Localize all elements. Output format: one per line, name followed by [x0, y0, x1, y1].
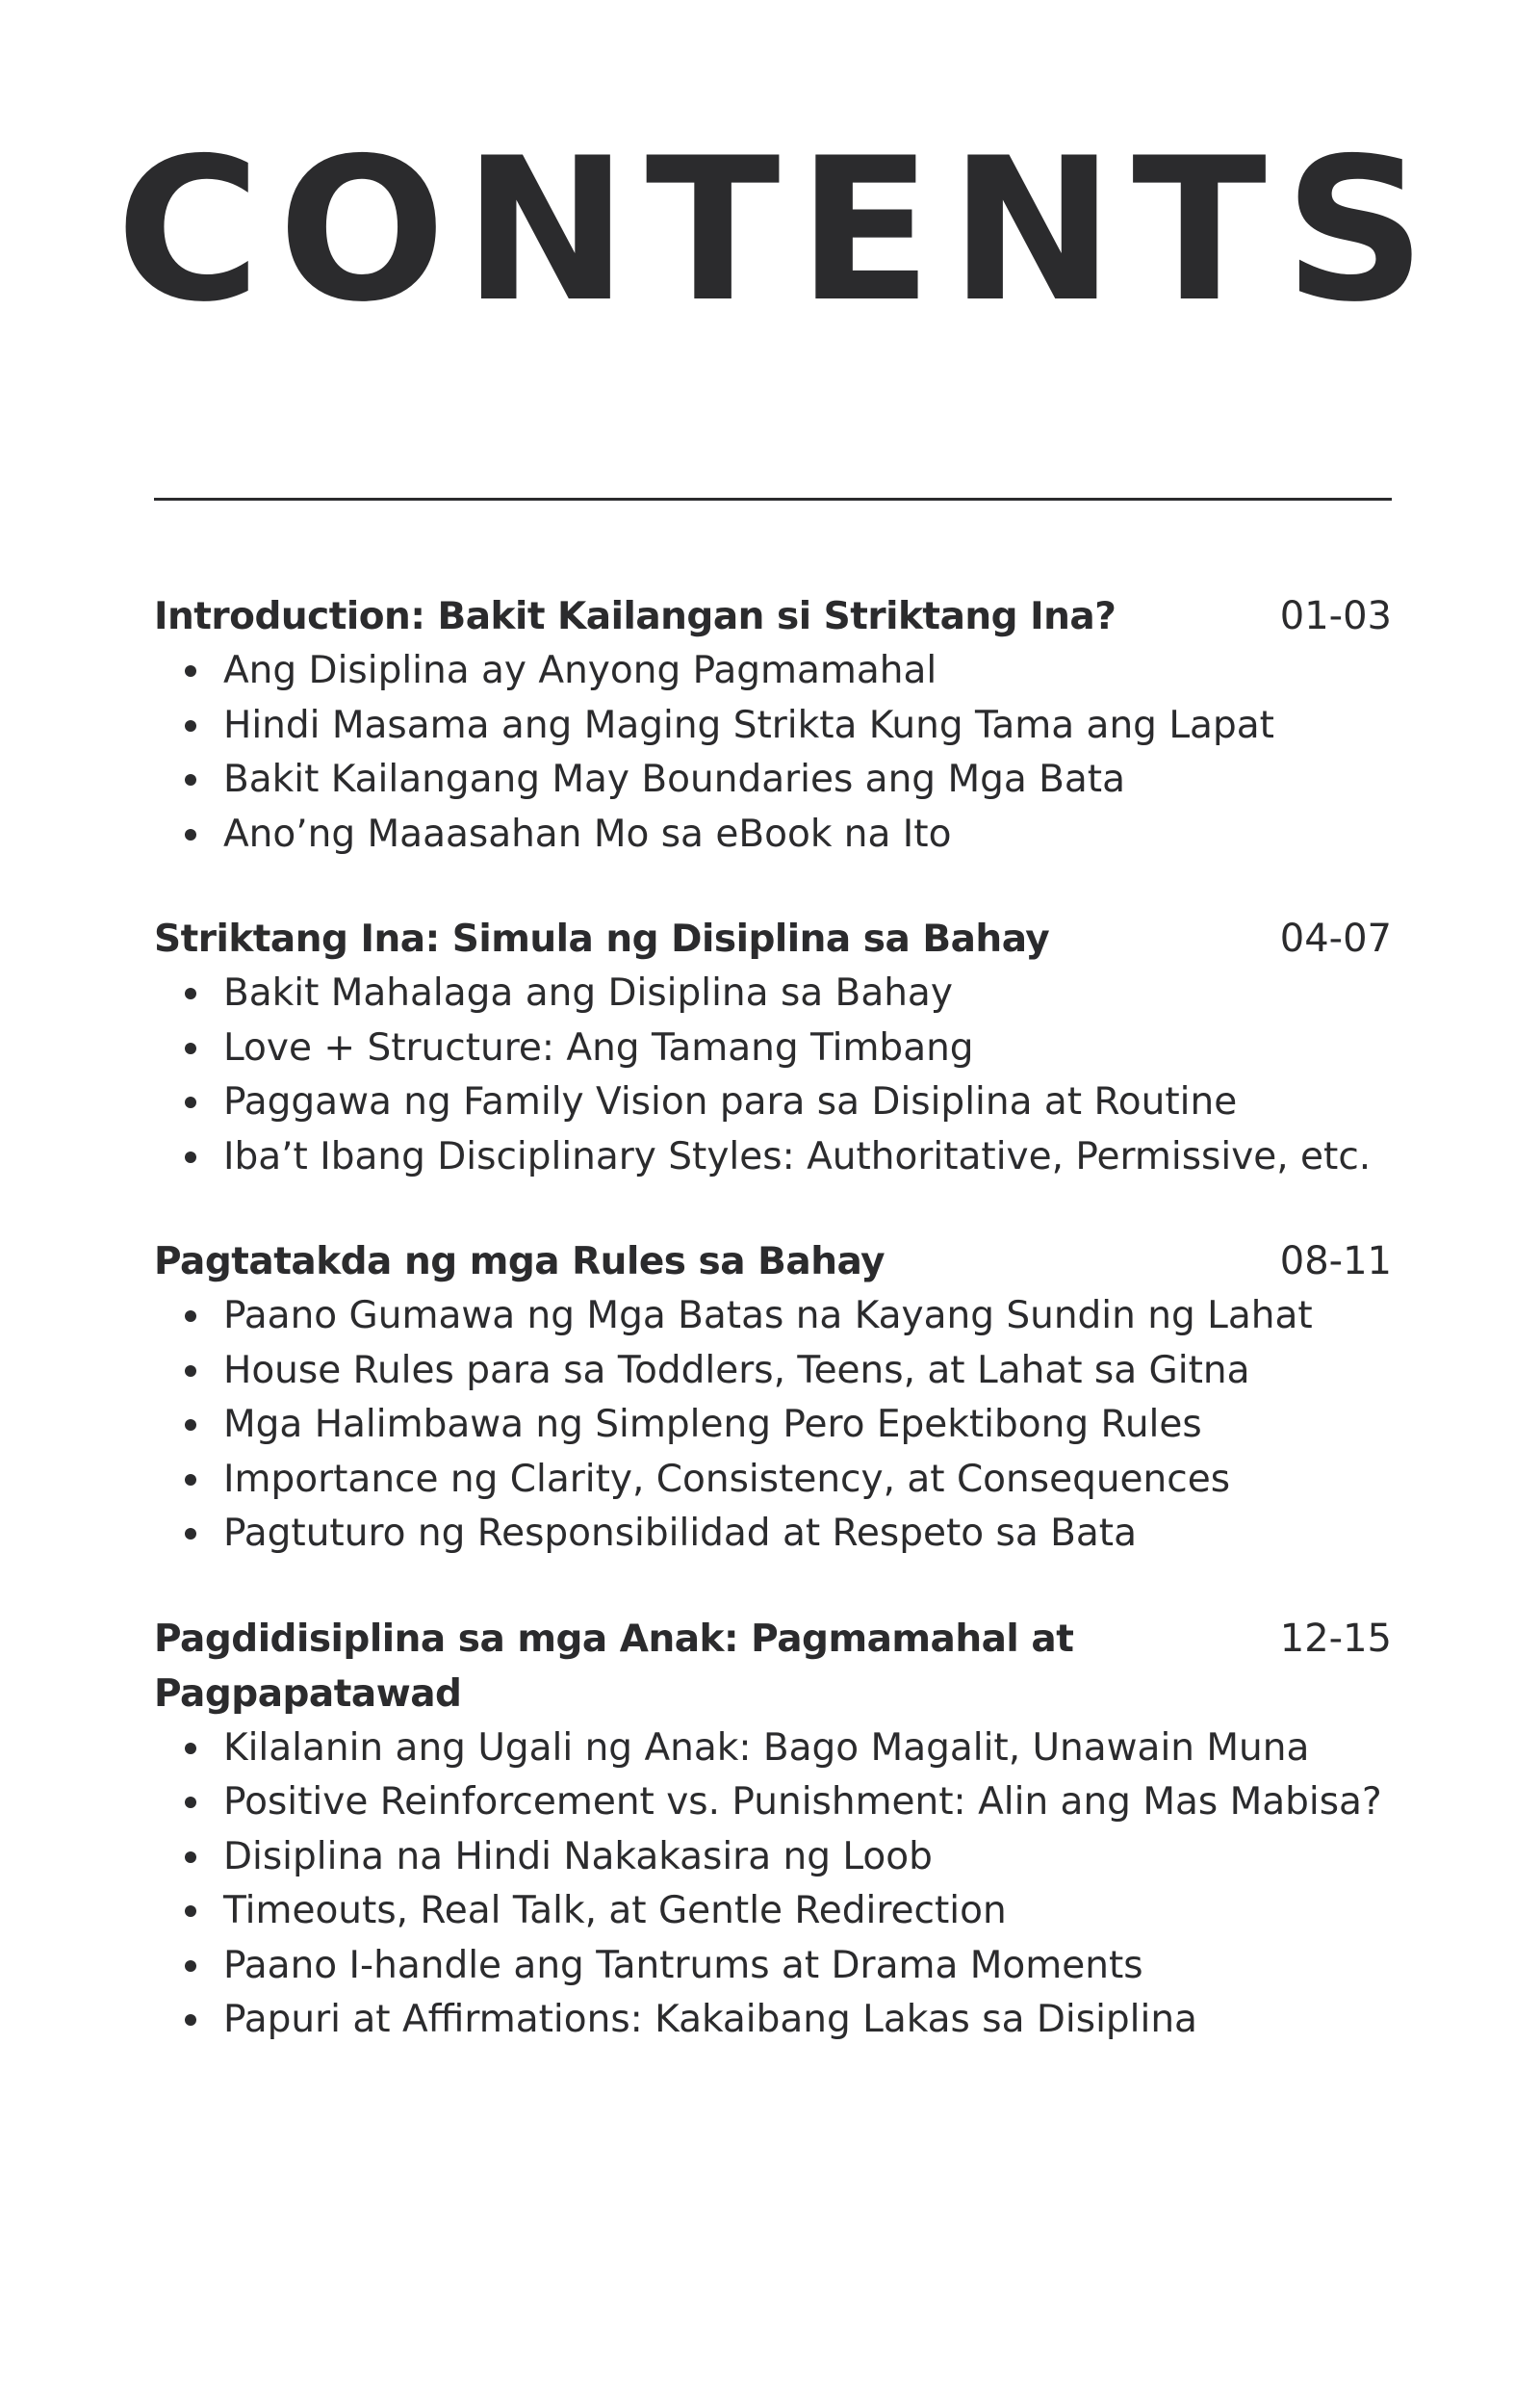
bullet-icon [185, 829, 196, 841]
bullet-icon [185, 1905, 196, 1917]
bullet-icon [185, 665, 196, 677]
list-item-text: Mga Halimbawa ng Simpleng Pero Epektibong Rules [223, 1403, 1202, 1446]
list-item-text: Bakit Kailangang May Boundaries ang Mga Bata [223, 758, 1125, 801]
list-item[interactable] [154, 1830, 1417, 1885]
section-item-list [154, 1289, 1392, 1562]
list-item[interactable] [154, 1884, 1417, 1939]
section-header [154, 912, 1392, 967]
section-title[interactable]: Introduction: Bakit Kailangan si Striktang Ina? [154, 595, 1116, 638]
section-item-list [154, 644, 1392, 862]
bullet-icon [185, 1743, 196, 1754]
section-title[interactable]: Pagtatakda ng mga Rules sa Bahay [154, 1240, 886, 1283]
list-item-text: Paggawa ng Family Vision para sa Disiplina at Routine [223, 1080, 1238, 1124]
section-title[interactable]: Pagdidisiplina sa mga Anak: Pagmamahal at Pagpapatawad [154, 1617, 1074, 1716]
bullet-icon [185, 1960, 196, 1972]
title-area [0, 116, 1540, 346]
bullet-icon [185, 2014, 196, 2026]
section-title[interactable]: Striktang Ina: Simula ng Disiplina sa Bahay [154, 918, 1050, 961]
section-header [154, 1612, 1392, 1721]
bullet-icon [185, 988, 196, 999]
section-header [154, 589, 1392, 644]
bullet-icon [185, 1152, 196, 1163]
list-item-text: Disiplina na Hindi Nakakasira ng Loob [223, 1834, 933, 1878]
list-item[interactable] [154, 1507, 1417, 1562]
section-page-range: 01-03 [1279, 594, 1392, 638]
bullet-icon [185, 1097, 196, 1108]
list-item[interactable] [154, 1075, 1417, 1130]
bullet-icon [185, 720, 196, 732]
list-item-text: Timeouts, Real Talk, at Gentle Redirection [223, 1889, 1007, 1932]
bullet-icon [185, 1851, 196, 1863]
list-item[interactable] [154, 644, 1417, 699]
list-item-text: Ano’ng Maaasahan Mo sa eBook na Ito [223, 812, 952, 856]
list-item-text: Pagtuturo ng Responsibilidad at Respeto sa Bata [223, 1512, 1137, 1555]
toc-section [154, 1234, 1392, 1562]
list-item[interactable] [154, 753, 1417, 808]
bullet-icon [185, 774, 196, 786]
list-item[interactable] [154, 1289, 1417, 1344]
toc-section [154, 1612, 1392, 2048]
list-item-text: Hindi Masama ang Maging Strikta Kung Tama ang Lapat [223, 703, 1274, 747]
list-item[interactable] [154, 1775, 1417, 1830]
list-item-text: Paano I-handle ang Tantrums at Drama Moments [223, 1943, 1143, 1987]
list-item[interactable] [154, 1453, 1417, 1508]
list-item[interactable] [154, 808, 1417, 863]
section-page-range: 04-07 [1279, 917, 1392, 961]
bullet-icon [185, 1043, 196, 1054]
toc-section [154, 912, 1392, 1184]
list-item[interactable] [154, 1022, 1417, 1076]
list-item-text: House Rules para sa Toddlers, Teens, at Lahat sa Gitna [223, 1348, 1250, 1392]
section-page-range: 08-11 [1279, 1239, 1392, 1283]
list-item[interactable] [154, 1721, 1417, 1776]
list-item-text: Importance ng Clarity, Consistency, at Consequences [223, 1457, 1231, 1501]
list-item-text: Paano Gumawa ng Mga Batas na Kayang Sundin ng Lahat [223, 1294, 1313, 1337]
list-item[interactable] [154, 967, 1417, 1022]
list-item-text: Bakit Mahalaga ang Disiplina sa Bahay [223, 971, 953, 1015]
list-item[interactable] [154, 1130, 1417, 1185]
list-item-text: Kilalanin ang Ugali ng Anak: Bago Magalit, Unawain Muna [223, 1725, 1310, 1770]
list-item-text: Ang Disiplina ay Anyong Pagmamahal [223, 649, 937, 692]
list-item-text: Love + Structure: Ang Tamang Timbang [223, 1025, 974, 1070]
list-item-text: Positive Reinforcement vs. Punishment: Alin ang Mas Mabisa? [223, 1780, 1382, 1824]
bullet-icon [185, 1310, 196, 1322]
section-item-list [154, 967, 1392, 1184]
bullet-icon [185, 1797, 196, 1808]
divider-line [154, 498, 1392, 501]
list-item-text: Iba’t Ibang Disciplinary Styles: Authoritative, Permissive, etc. [223, 1134, 1372, 1178]
page-title: CONTENTS [116, 116, 1444, 346]
section-page-range: 12-15 [1279, 1616, 1392, 1661]
list-item-text: Papuri at Affirmations: Kakaibang Lakas sa Disiplina [223, 1998, 1197, 2041]
list-item[interactable] [154, 1398, 1417, 1453]
bullet-icon [185, 1474, 196, 1486]
table-of-contents [154, 589, 1392, 2098]
toc-section [154, 589, 1392, 862]
list-item[interactable] [154, 1344, 1417, 1399]
list-item[interactable] [154, 1993, 1417, 2048]
bullet-icon [185, 1528, 196, 1540]
bullet-icon [185, 1419, 196, 1431]
section-header [154, 1234, 1392, 1289]
section-item-list [154, 1721, 1392, 2048]
list-item[interactable] [154, 1939, 1417, 1994]
list-item[interactable] [154, 699, 1417, 754]
bullet-icon [185, 1365, 196, 1377]
